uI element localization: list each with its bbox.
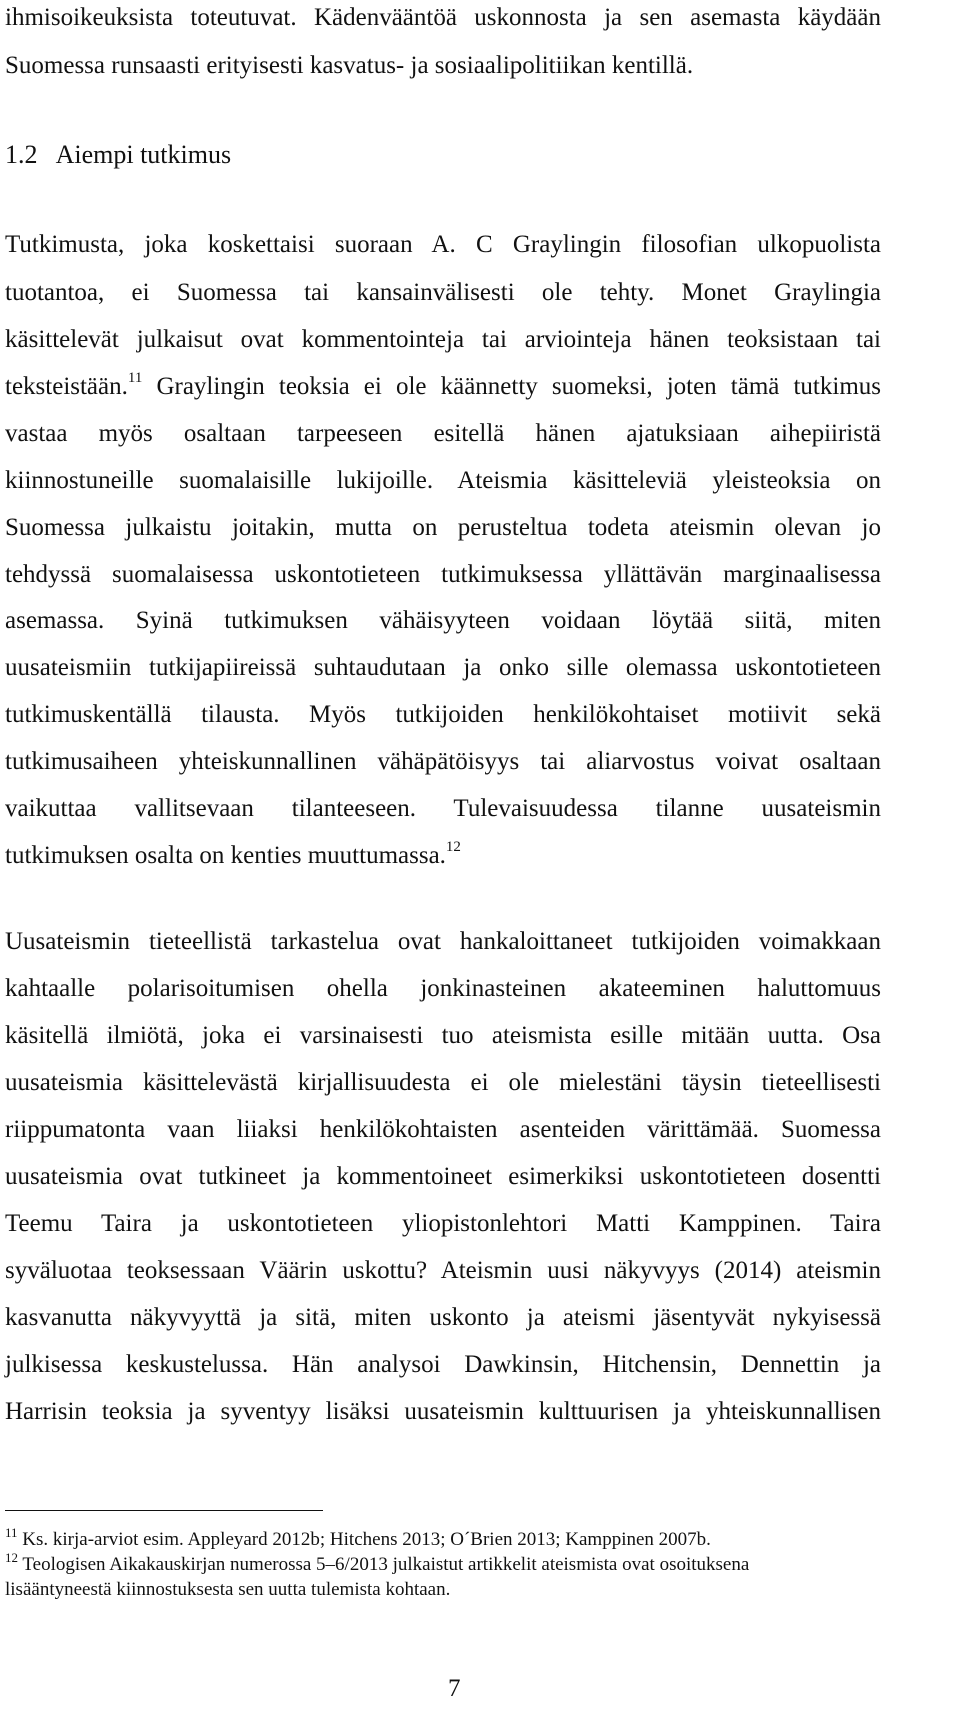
body-text-line: uusateismia ovat tutkineet ja kommentoineet esimerkiksi uskontotieteen dosentti [5,1163,881,1190]
body-text-line: vaikuttaa vallitsevaan tilanteeseen. Tulevaisuudessa tilanne uusateismin [5,795,881,822]
body-text-line: käsitellä ilmiötä, joka ei varsinaisesti tuo ateismista esille mitään uutta. Osa [5,1022,881,1049]
section-number: 1.2 [5,140,38,169]
body-text-line: julkisessa keskustelussa. Hän analysoi Dawkinsin, Hitchensin, Dennettin ja [5,1351,881,1378]
body-text-line: kasvanutta näkyvyyttä ja sitä, miten uskonto ja ateismi jäsentyvät nykyisessä [5,1304,881,1331]
footnote-continuation: lisääntyneestä kiinnostuksesta sen uutta tulemista kohtaan. [5,1579,451,1600]
body-text-fragment: teksteistään. [5,373,128,400]
body-text-line: tutkimusaiheen yhteiskunnallinen vähäpätöisyys tai aliarvostus voivat osaltaan [5,748,881,775]
body-text-line: Tutkimusta, joka koskettaisi suoraan A. C Graylingin filosofian ulkopuolista [5,231,881,258]
footnote-reference: 11 [127,370,143,386]
body-text-line: Teemu Taira ja uskontotieteen yliopistonlehtori Matti Kamppinen. Taira [5,1210,881,1237]
body-text-line [5,372,881,402]
footnote-number: 11 [5,1525,18,1540]
body-text-line: ihmisoikeuksista toteutuvat. Kädenvääntöä uskonnosta ja sen asemasta käydään [5,4,881,31]
section-heading [5,139,231,171]
footnote-text: Ks. kirja-arviot esim. Appleyard 2012b; Hitchens 2013; O´Brien 2013; Kamppinen 2007b. [17,1529,711,1550]
body-text-line [5,841,881,871]
body-text-line: syväluotaa teoksessaan Väärin uskottu? Ateismin uusi näkyvyys (2014) ateismin [5,1257,881,1284]
footnote [5,1550,750,1577]
body-text-line: kahtaalle polarisoitumisen ohella jonkinasteinen akateeminen haluttomuus [5,975,881,1002]
footnote-reference: 12 [445,839,461,855]
footnote [5,1525,711,1552]
body-text-line: asemassa. Syinä tutkimuksen vähäisyyteen voidaan löytää siitä, miten [5,607,881,634]
body-text-line: Harrisin teoksia ja syventyy lisäksi uusateismin kulttuurisen ja yhteiskunnallisen [5,1398,881,1425]
body-text-line: tuotantoa, ei Suomessa tai kansainvälisesti ole tehty. Monet Graylingia [5,279,881,306]
body-text-line: uusateismiin tutkijapiireissä suhtaudutaan ja onko sille olemassa uskontotieteen [5,654,881,681]
body-text-fragment: Graylingin teoksia ei ole käännetty suomeksi, joten tämä tutkimus [142,373,881,400]
page-number: 7 [448,1675,461,1702]
body-text-line: tehdyssä suomalaisessa uskontotieteen tutkimuksessa yllättävän marginaalisessa [5,561,881,588]
body-text-line: uusateismia käsittelevästä kirjallisuudesta ei ole mielestäni täysin tieteellisesti [5,1069,881,1096]
footnote-number: 12 [5,1550,18,1565]
body-text-line: Suomessa runsaasti erityisesti kasvatus- ja sosiaalipolitiikan kentillä. [5,52,694,79]
body-text-line: Suomessa julkaistu joitakin, mutta on perusteltua todeta ateismin olevan jo [5,514,881,541]
footnote-text: Teologisen Aikakauskirjan numerossa 5–6/2013 julkaistut artikkelit ateismista ovat osoituksena [18,1554,750,1575]
body-text-line: tutkimuskentällä tilausta. Myös tutkijoiden henkilökohtaiset motiivit sekä [5,701,881,728]
section-title: Aiempi tutkimus [55,140,232,169]
body-text-line: käsittelevät julkaisut ovat kommentointeja tai arviointeja hänen teoksistaan tai [5,326,881,353]
footnote-separator [5,1510,323,1511]
body-text-line: riippumatonta vaan liiaksi henkilökohtaisten asenteiden värittämää. Suomessa [5,1116,881,1143]
body-text-fragment: tutkimuksen osalta on kenties muuttumassa. [5,842,446,869]
body-text-line: kiinnostuneille suomalaisille lukijoille. Ateismia käsitteleviä yleisteoksia on [5,467,881,494]
body-text-line: vastaa myös osaltaan tarpeeseen esitellä hänen ajatuksiaan aihepiiristä [5,420,881,447]
body-text-line: Uusateismin tieteellistä tarkastelua ovat hankaloittaneet tutkijoiden voimakkaan [5,928,881,955]
